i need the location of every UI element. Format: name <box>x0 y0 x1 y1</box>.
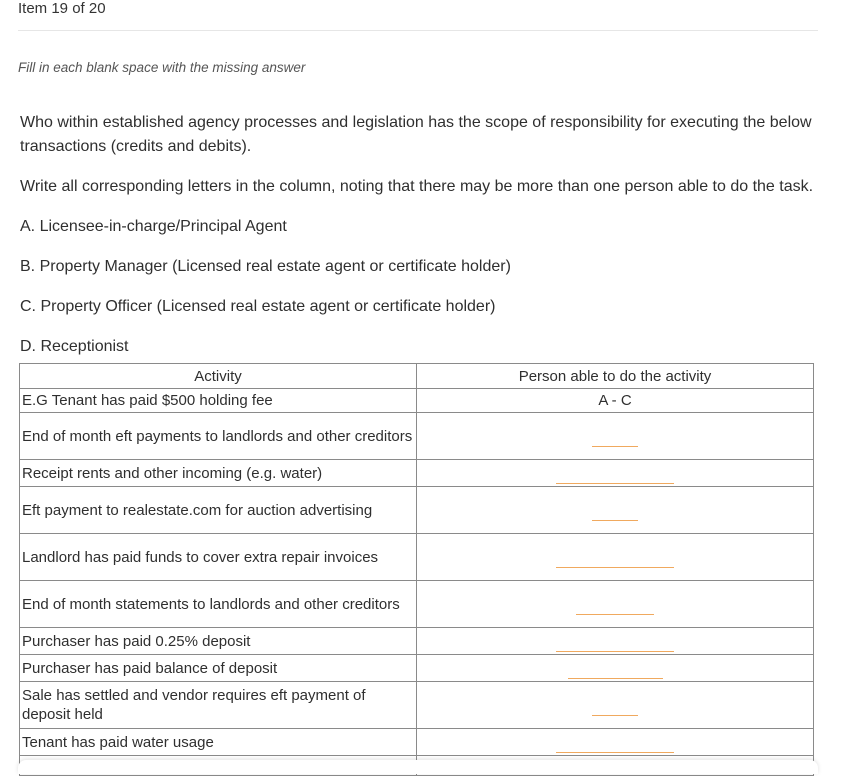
option-a: A. Licensee-in-charge/Principal Agent <box>20 218 287 235</box>
option-c: C. Property Officer (Licensed real estate agent or certificate holder) <box>20 298 496 315</box>
answer-blank-9[interactable] <box>556 752 674 753</box>
table-row <box>20 460 814 487</box>
header-person: Person able to do the activity <box>417 364 814 389</box>
example-answer-text: A - C <box>598 392 632 409</box>
activity-cell: End of month statements to landlords and other creditors <box>20 581 417 628</box>
activity-cell: E.G Tenant has paid $500 holding fee <box>20 389 417 413</box>
question-prompt: Who within established agency processes and legislation has the scope of responsibility for executing the below transactions (credits and debits). <box>20 114 812 155</box>
instruction-text: Fill in each blank space with the missing answer <box>18 60 306 75</box>
activity-cell: Tenant has paid water usage <box>20 729 417 756</box>
activity-cell: Purchaser has paid balance of deposit <box>20 655 417 682</box>
table-row <box>20 729 814 756</box>
answer-cell <box>417 460 814 487</box>
activity-cell: Receipt rents and other incoming (e.g. water) <box>20 460 417 487</box>
activity-cell: Purchaser has paid 0.25% deposit <box>20 628 417 655</box>
table-row <box>20 413 814 460</box>
answer-blank-7[interactable] <box>568 678 663 679</box>
table-row <box>20 487 814 534</box>
table-header-row <box>20 364 814 389</box>
answer-cell <box>417 729 814 756</box>
item-counter: Item 19 of 20 <box>18 0 106 17</box>
answer-blank-5[interactable] <box>576 614 654 615</box>
activity-cell: Eft payment to realestate.com for auction advertising <box>20 487 417 534</box>
activity-cell: End of month eft payments to landlords and other creditors <box>20 413 417 460</box>
answer-blank-4[interactable] <box>556 567 674 568</box>
header-activity: Activity <box>20 364 417 389</box>
bottom-panel-edge <box>18 760 818 774</box>
activity-cell: Landlord has paid funds to cover extra repair invoices <box>20 534 417 581</box>
table-row <box>20 655 814 682</box>
answer-cell <box>417 682 814 729</box>
answer-blank-3[interactable] <box>592 520 638 521</box>
answer-cell <box>417 628 814 655</box>
answer-cell <box>417 581 814 628</box>
option-d: D. Receptionist <box>20 338 129 355</box>
answer-cell <box>417 534 814 581</box>
table-row <box>20 534 814 581</box>
activity-cell: Sale has settled and vendor requires eft payment of deposit held <box>20 682 417 729</box>
header-divider <box>18 30 818 31</box>
answer-cell <box>417 655 814 682</box>
table-row <box>20 682 814 729</box>
table-row <box>20 581 814 628</box>
table-row <box>20 628 814 655</box>
answer-blank-1[interactable] <box>592 446 638 447</box>
table-row-example <box>20 389 814 413</box>
answer-blank-8[interactable] <box>592 715 638 716</box>
question-directions: Write all corresponding letters in the column, noting that there may be more than one person able to do the task. <box>20 178 814 195</box>
answer-cell <box>417 487 814 534</box>
answer-blank-6[interactable] <box>556 651 674 652</box>
example-answer <box>417 389 814 413</box>
answer-cell <box>417 413 814 460</box>
answer-blank-2[interactable] <box>556 483 674 484</box>
option-b: B. Property Manager (Licensed real estate agent or certificate holder) <box>20 258 511 275</box>
activity-table <box>19 363 814 776</box>
